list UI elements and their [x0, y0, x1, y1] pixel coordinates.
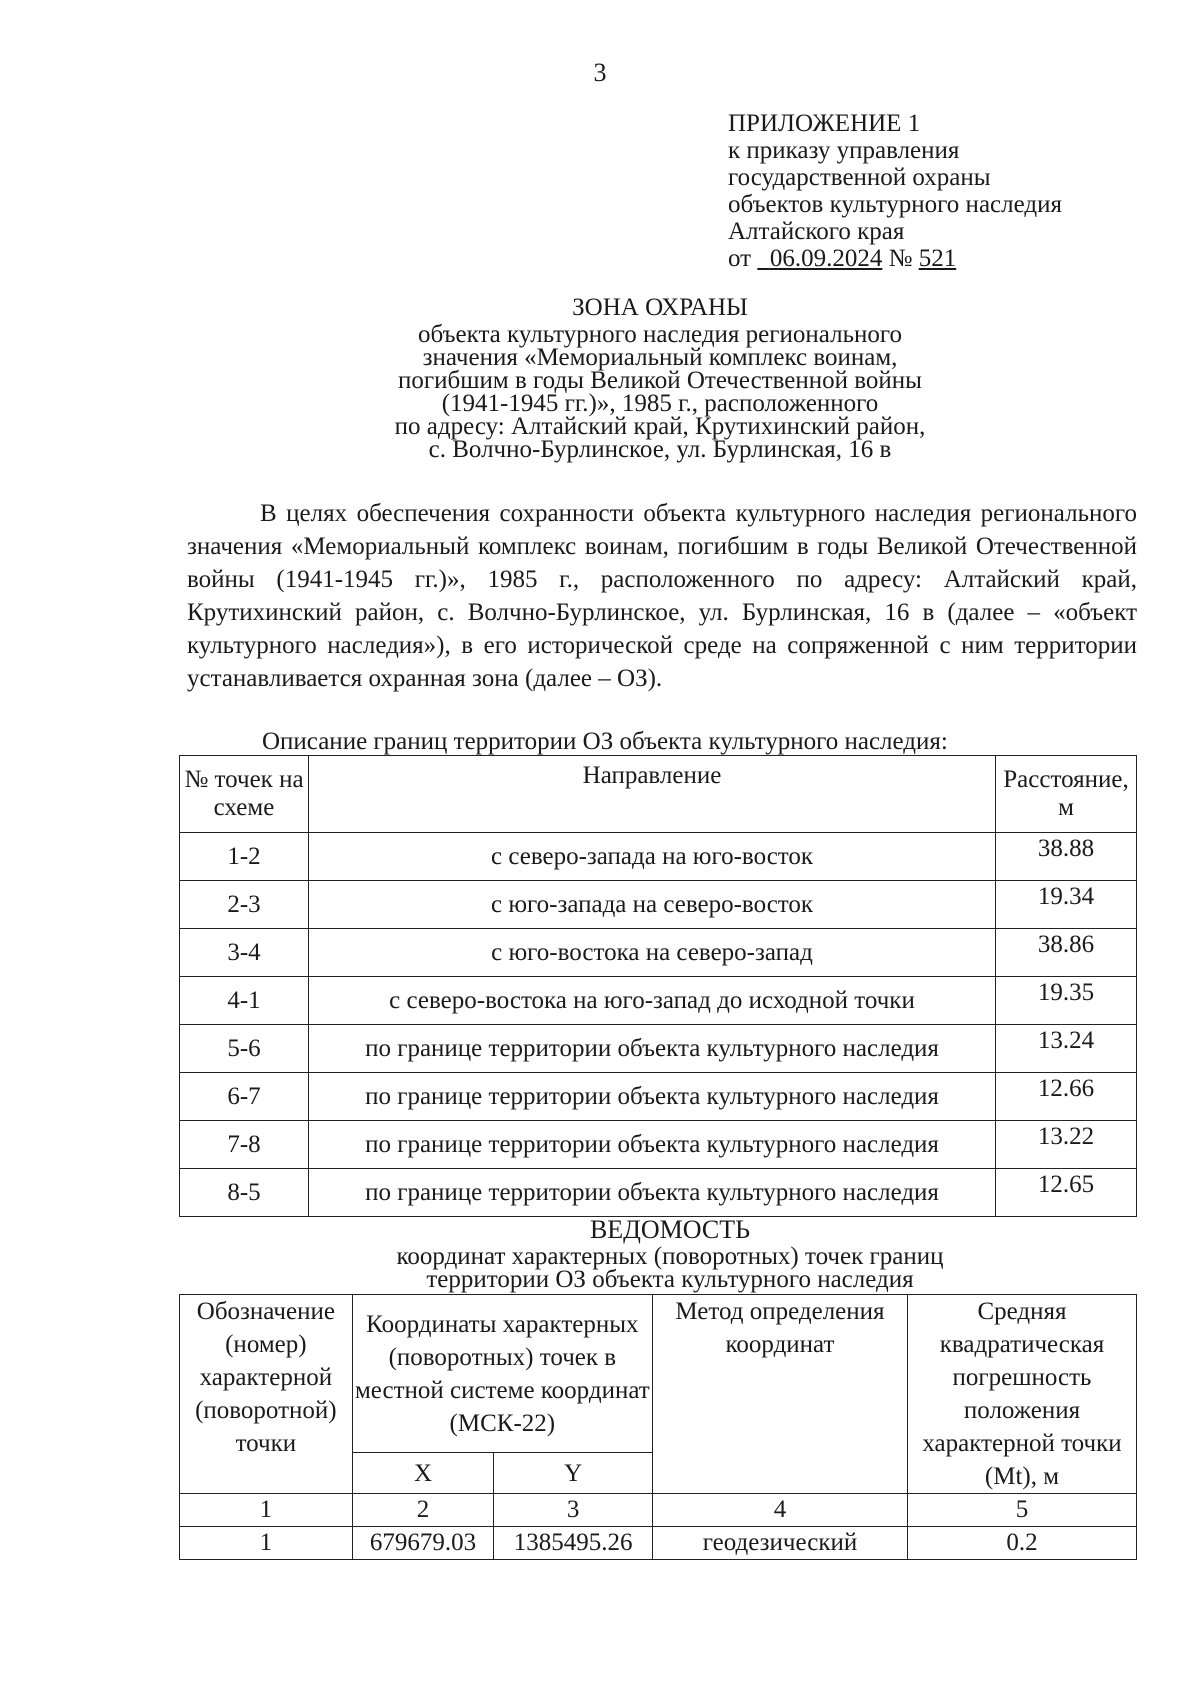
table-row: [180, 1073, 1137, 1121]
zone-title-line: погибшим в годы Великой Отечественной войны: [398, 367, 922, 394]
cell-points: 5-6: [180, 1025, 309, 1073]
cell-points: 7-8: [180, 1121, 309, 1169]
table-row: [180, 929, 1137, 977]
number-sign: №: [888, 245, 913, 272]
cell-method: геодезический: [652, 1527, 907, 1560]
cell-direction: по границе территории объекта культурного наследия: [309, 1073, 996, 1121]
appendix-line: государственной охраны: [728, 164, 991, 191]
cell-points: 8-5: [180, 1169, 309, 1217]
cell-direction: по границе территории объекта культурного наследия: [309, 1025, 996, 1073]
cell-distance: 19.34: [996, 881, 1137, 929]
cell-distance: 12.65: [996, 1169, 1137, 1217]
cell-designation: 1: [180, 1527, 353, 1560]
cell-direction: с северо-востока на юго-запад до исходной точки: [309, 977, 996, 1025]
table-row: [180, 833, 1137, 881]
cell-distance: 12.66: [996, 1073, 1137, 1121]
cell-direction: с юго-запада на северо-восток: [309, 881, 996, 929]
cell-direction: по границе территории объекта культурного наследия: [309, 1169, 996, 1217]
intro-paragraph: В целях обеспечения сохранности объекта культурного наследия регионального значения «Мемориальный комплекс воинам, погибшим в годы Великой Отечественной войны (1941-1945 гг.)», 1985 г., расположенного по адресу: Алтайский край, Крутихинский район, с. Волчно-Бурлинское, ул. Бурлинская, 16 в (далее – «объект культурного наследия»), в его исторической среде на сопряженной с ним территории устанавливается охранная зона (далее – ОЗ).: [187, 500, 1137, 692]
column-index: 4: [652, 1494, 907, 1527]
vedomost-title-line: координат характерных (поворотных) точек границ: [396, 1243, 944, 1270]
order-number: 521: [918, 245, 957, 272]
header-x: X: [352, 1453, 494, 1494]
table-row: [180, 1527, 1137, 1560]
column-index: 5: [908, 1494, 1137, 1527]
zone-title-line: по адресу: Алтайский край, Крутихинский район,: [394, 413, 926, 440]
header-coordinates: Координаты характерных (поворотных) точек в местной системе координат (МСК-22): [352, 1295, 652, 1453]
appendix-line: объектов культурного наследия: [728, 191, 1062, 218]
boundary-caption: Описание границ территории ОЗ объекта культурного наследия:: [262, 728, 948, 755]
cell-points: 6-7: [180, 1073, 309, 1121]
coordinates-table: [179, 1294, 1137, 1560]
header-distance: Расстояние, м: [996, 756, 1137, 833]
vedomost-heading: ВЕДОМОСТЬ: [589, 1215, 751, 1244]
appendix-title: ПРИЛОЖЕНИЕ 1: [728, 110, 921, 137]
table-header-row: [180, 1295, 1137, 1453]
zone-title-line: значения «Мемориальный комплекс воинам,: [422, 344, 898, 371]
table-row: [180, 881, 1137, 929]
header-direction: Направление: [309, 756, 996, 833]
cell-distance: 38.86: [996, 929, 1137, 977]
cell-points: 1-2: [180, 833, 309, 881]
table-row: [180, 1025, 1137, 1073]
header-error: Средняя квадратическая погрешность положения характерной точки (Mt), м: [908, 1295, 1137, 1494]
appendix-line: к приказу управления: [728, 137, 960, 164]
zone-title-line: с. Волчно-Бурлинское, ул. Бурлинская, 16 в: [428, 436, 892, 463]
table-row: [180, 1169, 1137, 1217]
page-number: 3: [593, 58, 607, 87]
column-index: 2: [352, 1494, 494, 1527]
boundary-table: [179, 755, 1137, 1217]
table-row: [180, 977, 1137, 1025]
cell-y: 1385495.26: [494, 1527, 653, 1560]
cell-distance: 19.35: [996, 977, 1137, 1025]
zone-title: [180, 296, 1140, 461]
cell-points: 4-1: [180, 977, 309, 1025]
cell-distance: 13.22: [996, 1121, 1137, 1169]
header-y: Y: [494, 1453, 653, 1494]
vedomost-title-line: территории ОЗ объекта культурного наследия: [426, 1266, 914, 1293]
table-row: [180, 1121, 1137, 1169]
appendix-line: Алтайского края: [728, 218, 905, 245]
column-index-row: [180, 1494, 1137, 1527]
column-index: 3: [494, 1494, 653, 1527]
cell-error: 0.2: [908, 1527, 1137, 1560]
table-header-row: [180, 756, 1137, 833]
column-index: 1: [180, 1494, 353, 1527]
cell-direction: с юго-востока на северо-запад: [309, 929, 996, 977]
cell-direction: по границе территории объекта культурного наследия: [309, 1121, 996, 1169]
cell-distance: 13.24: [996, 1025, 1137, 1073]
zone-title-line: объекта культурного наследия регионального: [418, 321, 902, 348]
order-date: 06.09.2024: [769, 245, 883, 272]
vedomost-title: [180, 1215, 1160, 1293]
cell-points: 2-3: [180, 881, 309, 929]
cell-points: 3-4: [180, 929, 309, 977]
zone-heading: ЗОНА ОХРАНЫ: [572, 294, 748, 321]
header-designation: Обозначение (номер) характерной (поворотной) точки: [180, 1295, 353, 1494]
cell-x: 679679.03: [352, 1527, 494, 1560]
header-method: Метод определения координат: [652, 1295, 907, 1494]
appendix-block: [728, 110, 1062, 272]
zone-title-line: (1941-1945 гг.)», 1985 г., расположенного: [441, 390, 879, 417]
header-points: № точек на схеме: [180, 756, 309, 833]
date-prefix: от: [728, 245, 752, 272]
cell-distance: 38.88: [996, 833, 1137, 881]
appendix-date-line: [728, 245, 1062, 272]
cell-direction: с северо-запада на юго-восток: [309, 833, 996, 881]
